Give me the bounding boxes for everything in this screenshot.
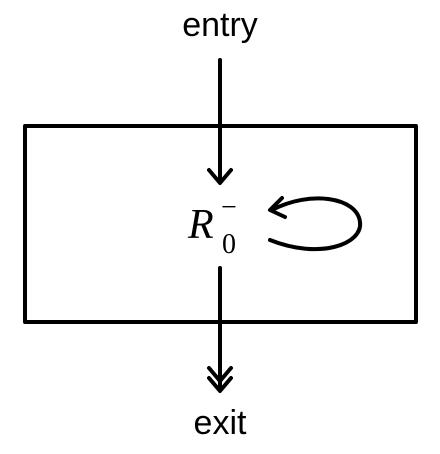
state-symbol: R [188, 202, 214, 248]
entry-label: entry [182, 6, 258, 44]
state-label [187, 192, 241, 260]
exit-label: exit [193, 404, 247, 442]
self-loop-arrow [270, 198, 360, 249]
state-superscript: − [221, 192, 237, 223]
state-subscript: 0 [222, 229, 236, 260]
